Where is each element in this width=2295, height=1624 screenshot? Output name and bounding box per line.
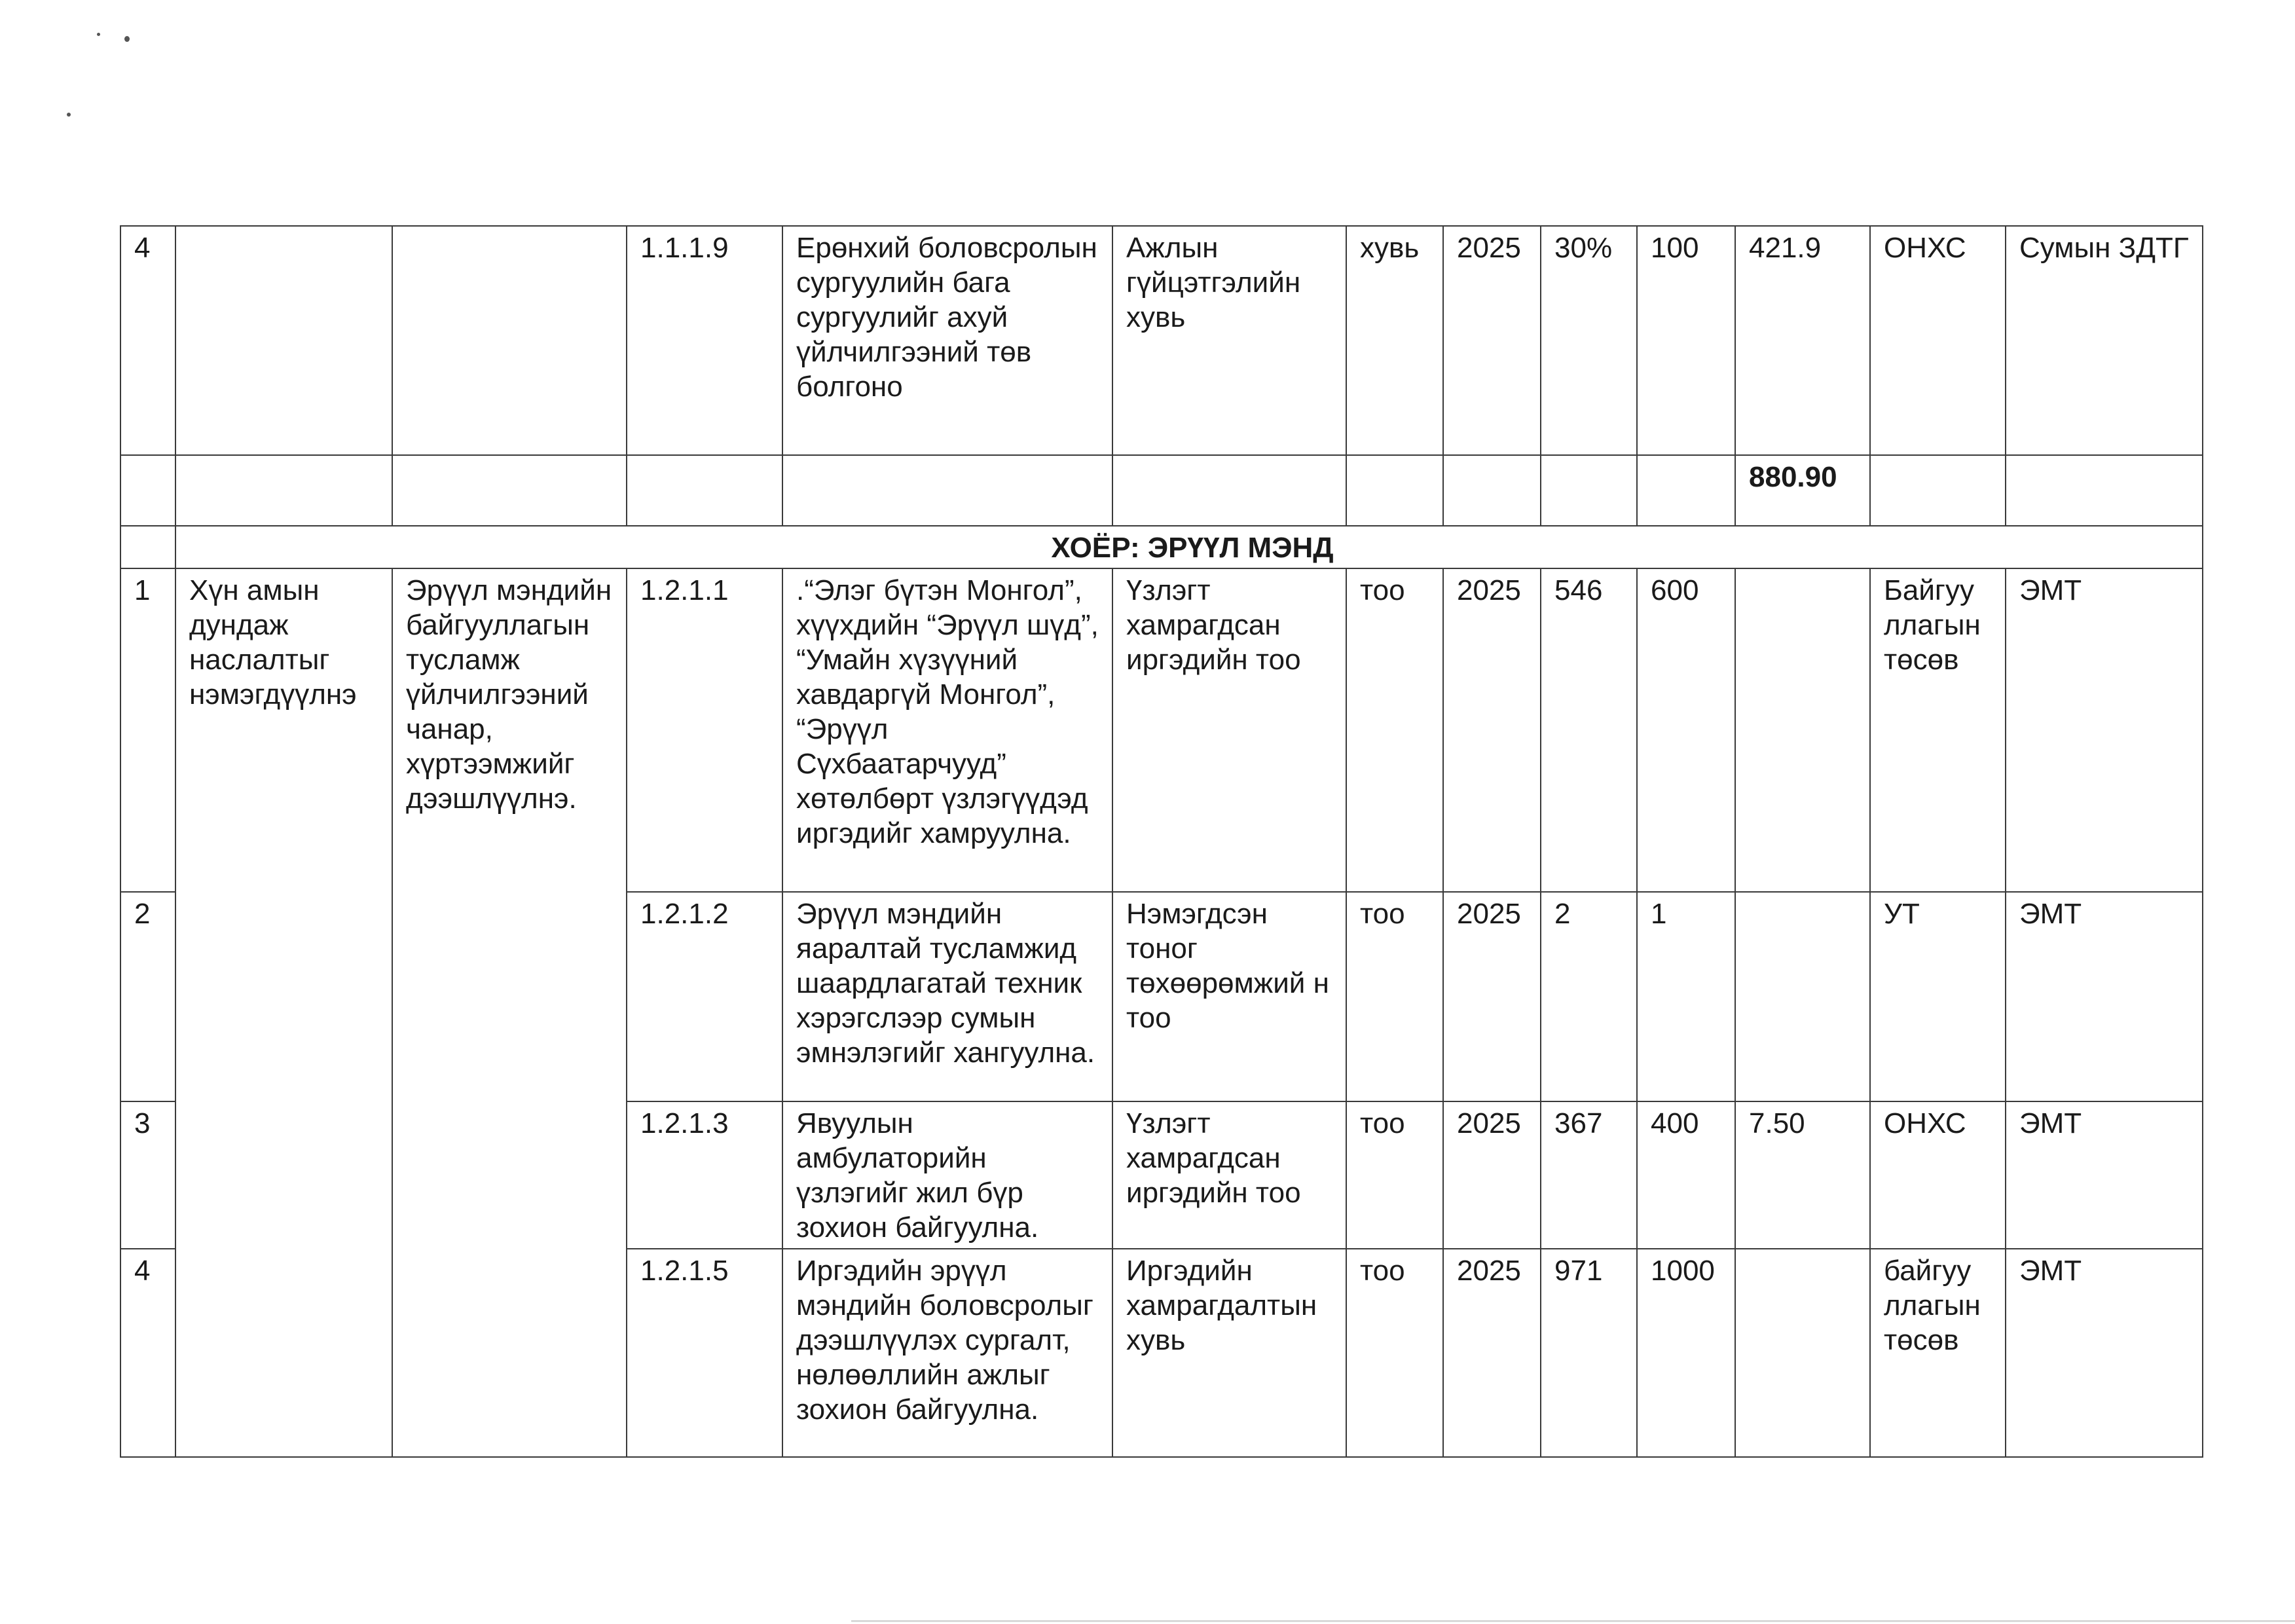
section-title: ХОЁР: ЭРҮҮЛ МЭНД: [175, 526, 2203, 568]
budget-cell: [1735, 892, 1870, 1101]
activity-cell: Явуулын амбулаторийн үзлэгийг жил бүр зохион байгуулна.: [782, 1101, 1112, 1249]
target-cell: 100: [1637, 226, 1735, 455]
total-row: [120, 455, 2203, 526]
unit-cell: тоо: [1346, 1249, 1443, 1457]
goal-cell: [175, 226, 392, 455]
section-header-row: [120, 526, 2203, 568]
indicator-cell: Нэмэгдсэн тоног төхөөрөмжий н тоо: [1112, 892, 1346, 1101]
responsible-cell: ЭМТ: [2006, 1101, 2203, 1249]
row-number: 3: [120, 1101, 175, 1249]
code-cell: 1.2.1.3: [627, 1101, 782, 1249]
year-cell: 2025: [1443, 226, 1541, 455]
activity-cell: Ерөнхий боловсролын сургуулийн бага сургуулийг ахуй үйлчилгээний төв болгоно: [782, 226, 1112, 455]
responsible-cell: ЭМТ: [2006, 892, 2203, 1101]
action-plan-table: [120, 225, 2203, 1458]
responsible-cell: Сумын ЗДТГ: [2006, 226, 2203, 455]
unit-cell: тоо: [1346, 568, 1443, 892]
baseline-cell: 546: [1541, 568, 1637, 892]
table-row: [120, 226, 2203, 455]
goal-cell: Хүн амын дундаж наслалтыг нэмэгдүүлнэ: [175, 568, 392, 892]
code-cell: 1.2.1.5: [627, 1249, 782, 1457]
code-cell: 1.2.1.2: [627, 892, 782, 1101]
year-cell: 2025: [1443, 1249, 1541, 1457]
objective-cell: Эрүүл мэндийн байгууллагын тусламж үйлчилгээний чанар, хүртээмжийг дээшлүүлнэ.: [392, 568, 627, 1457]
source-cell: Байгуу ллагын төсөв: [1870, 568, 2006, 892]
indicator-cell: Үзлэгт хамрагдсан иргэдийн тоо: [1112, 1101, 1346, 1249]
scan-edge-line: [851, 1620, 2295, 1622]
scan-speck: [67, 113, 71, 117]
total-budget: 880.90: [1735, 455, 1870, 526]
source-cell: байгуу ллагын төсөв: [1870, 1249, 2006, 1457]
year-cell: 2025: [1443, 568, 1541, 892]
target-cell: 600: [1637, 568, 1735, 892]
baseline-cell: 367: [1541, 1101, 1637, 1249]
target-cell: 1: [1637, 892, 1735, 1101]
baseline-cell: 30%: [1541, 226, 1637, 455]
budget-cell: [1735, 568, 1870, 892]
budget-cell: 7.50: [1735, 1101, 1870, 1249]
code-cell: 1.1.1.9: [627, 226, 782, 455]
year-cell: 2025: [1443, 892, 1541, 1101]
scan-speck: [97, 33, 100, 36]
activity-cell: .“Элэг бүтэн Монгол”, хүүхдийн “Эрүүл шүд”, “Умайн хүзүүний хавдаргүй Монгол”, “Эрүүл Сүхбаатарчууд” хөтөлбөрт үзлэгүүдэд иргэдийг хамруулна.: [782, 568, 1112, 892]
budget-cell: 421.9: [1735, 226, 1870, 455]
baseline-cell: 971: [1541, 1249, 1637, 1457]
responsible-cell: ЭМТ: [2006, 568, 2203, 892]
activity-cell: Эрүүл мэндийн яаралтай тусламжид шаардлагатай техник хэрэгслээр сумын эмнэлэгийг хангуулна.: [782, 892, 1112, 1101]
target-cell: 400: [1637, 1101, 1735, 1249]
scan-speck: [124, 36, 130, 42]
objective-cell: [392, 226, 627, 455]
responsible-cell: ЭМТ: [2006, 1249, 2203, 1457]
activity-cell: Иргэдийн эрүүл мэндийн боловсролыг дээшлүүлэх сургалт, нөлөөллийн ажлыг зохион байгуулна.: [782, 1249, 1112, 1457]
year-cell: 2025: [1443, 1101, 1541, 1249]
baseline-cell: 2: [1541, 892, 1637, 1101]
unit-cell: тоо: [1346, 1101, 1443, 1249]
table-row: [120, 568, 2203, 892]
unit-cell: хувь: [1346, 226, 1443, 455]
indicator-cell: Ажлын гүйцэтгэлийн хувь: [1112, 226, 1346, 455]
source-cell: УТ: [1870, 892, 2006, 1101]
row-number: 4: [120, 226, 175, 455]
code-cell: 1.2.1.1: [627, 568, 782, 892]
indicator-cell: Үзлэгт хамрагдсан иргэдийн тоо: [1112, 568, 1346, 892]
budget-cell: [1735, 1249, 1870, 1457]
row-number: 1: [120, 568, 175, 892]
indicator-cell: Иргэдийн хамрагдалтын хувь: [1112, 1249, 1346, 1457]
row-number: 4: [120, 1249, 175, 1457]
unit-cell: тоо: [1346, 892, 1443, 1101]
target-cell: 1000: [1637, 1249, 1735, 1457]
source-cell: ОНХС: [1870, 226, 2006, 455]
row-number: 2: [120, 892, 175, 1101]
source-cell: ОНХС: [1870, 1101, 2006, 1249]
